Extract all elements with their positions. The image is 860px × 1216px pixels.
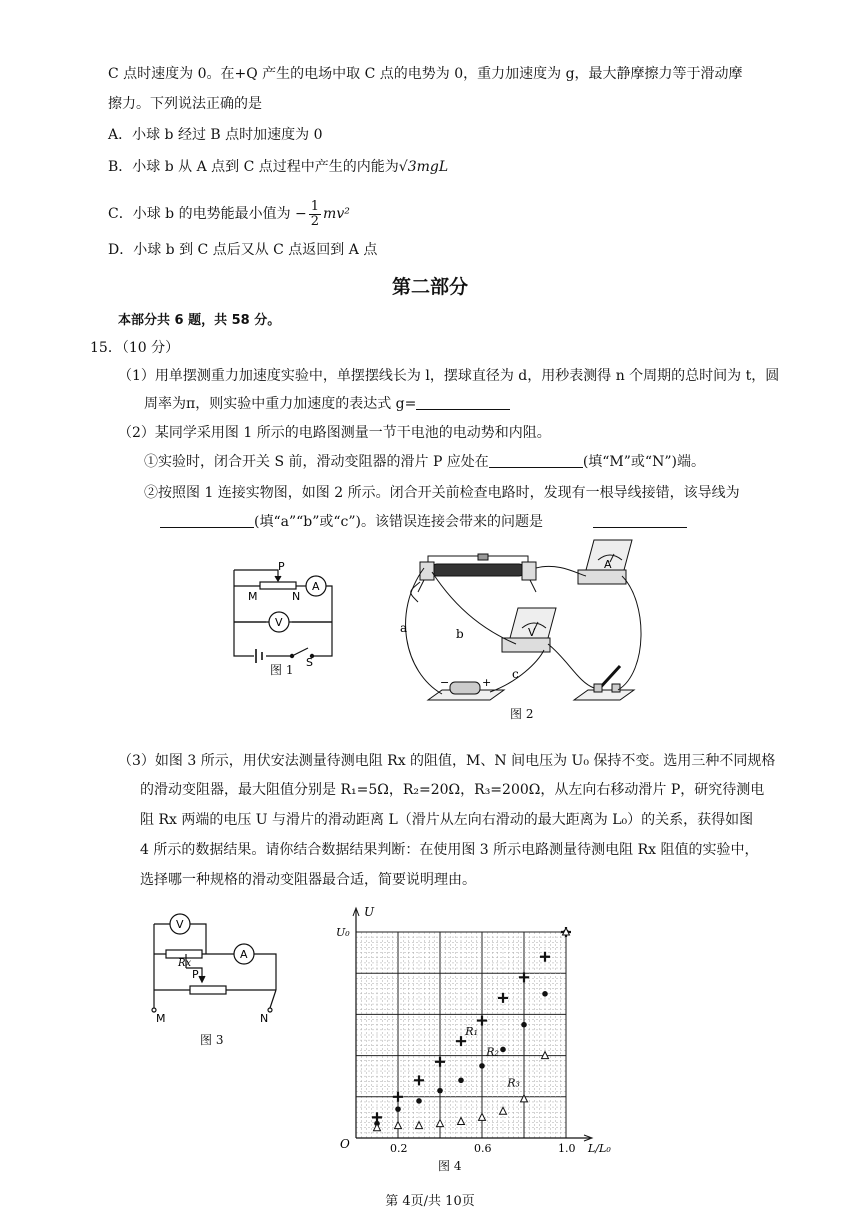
q15-p2-sub1-text: ①实验时，闭合开关 S 前，滑动变阻器的滑片 P 应处在 [144,454,489,470]
q15-p2-line1: （2）某同学采用图 1 所示的电路图测量一节干电池的电动势和内阻。 [118,425,551,441]
x-tick-label: 0.6 [474,1142,492,1155]
fig2-wire-c: c [512,667,519,681]
fig3-label-v: V [176,918,184,931]
fig2-caption: 图 2 [510,707,534,721]
fig3-label-p: P [192,968,199,981]
fig2-ammeter-label: A [604,558,612,571]
data-point-r1 [414,1075,424,1085]
q15-p2-sub2-line1: ②按照图 1 连接实物图，如图 2 所示。闭合开关前检查电路时，发现有一根导线接错，该导线为 [144,485,740,501]
series-label: R₃ [507,1076,520,1090]
answer-blank[interactable] [416,395,510,410]
q15-p2-sub1-post: (填“M”或“N”)端。 [582,454,705,470]
q14-option-a: A．小球 b 经过 B 点时加速度为 0 [108,127,323,143]
data-point-r2 [500,1047,506,1053]
q14-option-d: D．小球 b 到 C 点后又从 C 点返回到 A 点 [108,242,378,258]
q14-option-c [108,198,350,230]
q15-p1-line2-text: 周率为π，则实验中重力加速度的表达式 g= [144,396,417,412]
fig2-minus-label: − [440,676,450,689]
chart-origin-label: O [340,1137,350,1151]
data-point-r1 [498,993,508,1003]
data-point-r1 [393,1092,403,1102]
q15-p3-line5: 选择哪一种规格的滑动变阻器最合适，简要说明理由。 [140,872,476,888]
section-title: 第二部分 [391,276,468,298]
answer-blank[interactable] [489,453,583,468]
fig1-label-s: S [306,656,313,669]
answer-blank[interactable] [593,513,687,528]
q15-p3-line3: 阻 Rx 两端的电压 U 与滑片的滑动距离 L（滑片从左向右滑动的最大距离为 L₀）的关系，获得如图 [140,812,754,828]
q15-p2-sub2-line2 [160,512,687,532]
figure-3-circuit [146,908,286,1028]
data-point-r2 [416,1098,422,1104]
data-point-r2 [395,1106,401,1112]
frac-den: 2 [310,213,320,229]
fig3-label-rx: Rx [178,958,192,969]
section-note: 本部分共 6 题，共 58 分。 [118,313,281,328]
series-label: R₁ [465,1025,478,1038]
fig3-label-m: M [156,1012,166,1025]
fig2-voltmeter-label: V [528,626,536,639]
page-footer: 第 4页/共 10页 [385,1194,475,1209]
x-tick-label: 0.2 [390,1142,408,1155]
fig1-caption: 图 1 [270,663,294,677]
fig1-label-v: V [275,616,283,629]
x-tick-label: 1.0 [558,1142,576,1155]
figure-2-physical-circuit [398,532,648,708]
data-point-r3 [458,1118,465,1125]
data-point-r3 [542,1052,549,1059]
data-point-r3 [479,1113,486,1120]
data-point-r3 [521,1095,528,1102]
q15-p2-sub1 [144,452,705,472]
q15-p1-line2 [144,394,510,414]
series-label: R₂ [486,1045,499,1059]
data-point-r1 [519,972,529,982]
q15-header: 15．（10 分） [90,340,180,356]
q15-p1-line1: （1）用单摆测重力加速度实验中，单摆摆线长为 l，摆球直径为 d，用秒表测得 n 个周期的总时间为 t，圆 [118,368,780,384]
q14-option-c-text: C．小球 b 的电势能最小值为 − [108,206,307,222]
data-point-r1 [540,952,550,962]
data-point-r2 [479,1063,485,1069]
data-point-r1 [435,1057,445,1067]
fig2-wire-a: a [400,621,408,635]
answer-blank[interactable] [160,513,254,528]
q14-option-b-text: B．小球 b 从 A 点到 C 点过程中产生的内能为 [108,159,399,175]
fig1-label-n: N [292,590,301,603]
chart-y-axis-label: U [364,905,375,919]
data-point-r2 [458,1078,464,1084]
data-point-r2 [437,1088,443,1094]
fig3-label-n: N [260,1012,269,1025]
q15-p3-line2: 的滑动变阻器，最大阻值分别是 R₁=5Ω，R₂=20Ω，R₃=200Ω，从左向右移动滑片 P，研究待测电 [140,782,765,798]
q14-option-c-math: mv² [323,206,350,222]
q15-p3-line1: （3）如图 3 所示，用伏安法测量待测电阻 Rx 的阻值，M、N 间电压为 U₀ 保持不变。选用三种不同规格 [118,753,776,769]
fig3-caption: 图 3 [200,1033,224,1047]
figure-4-chart [330,900,620,1158]
fig3-label-a: A [240,948,248,961]
q15-p3-line4: 4 所示的数据结果。请你结合数据结果判断：在使用图 3 所示电路测量待测电阻 Rx 阻值的实验中， [140,842,759,858]
fig4-caption: 图 4 [438,1159,462,1173]
chart-y-top-label: U₀ [336,926,350,939]
data-point-r1 [477,1016,487,1026]
q14-intro-line1: C 点时速度为 0。在+Q 产生的电场中取 C 点的电势为 0，重力加速度为 g，最大静摩擦力等于滑动摩 [108,66,743,82]
fig1-label-p: P [278,560,285,573]
q14-option-c-fraction [309,200,321,229]
chart-grid [356,932,566,1138]
q14-option-b [108,157,448,177]
data-point-r2 [521,1022,527,1028]
data-point-r2 [542,991,548,997]
frac-num: 1 [310,198,320,214]
fig1-label-m: M [248,590,258,603]
data-point-r3 [437,1120,444,1127]
q14-intro-line2: 擦力。下列说法正确的是 [108,96,262,112]
chart-x-axis-label: L/L₀ [588,1142,611,1155]
fig2-wire-b: b [456,627,464,641]
fig1-label-a: A [312,580,320,593]
data-point-r3 [500,1107,507,1114]
fig2-plus-label: + [482,676,492,689]
q15-p2-sub2-line2-text: (填“a”“b”或“c”)。该错误连接会带来的问题是 [254,514,544,530]
q14-option-b-math: √3mgL [398,159,449,175]
